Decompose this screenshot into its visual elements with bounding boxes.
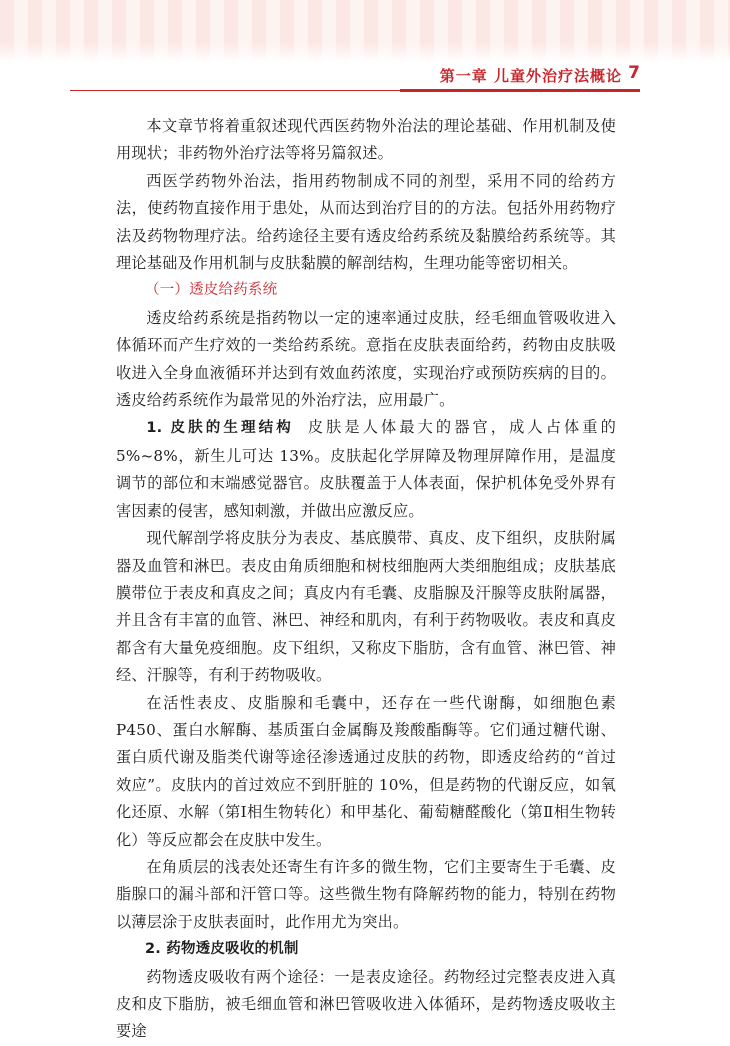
page-number: 7 [628, 63, 640, 83]
intro-paragraph-2: 西医学药物外治法，指用药物制成不同的剂型，采用不同的给药方法，使药物直接作用于患处，从而达到治疗目的的方法。包括外用药物疗法及药物物理疗法。给药途径主要有透皮给药系统及黏膜给药系统等。其理论基础及作用机制与皮肤黏膜的解剖结构，生理功能等密切相关。 [116, 171, 616, 273]
header-rule-accent [400, 89, 640, 92]
section-heading-transdermal: （一）透皮给药系统 [145, 282, 278, 299]
running-header [0, 62, 730, 92]
section-paragraph-1: 透皮给药系统是指药物以一定的速率通过皮肤，经毛细血管吸收进入体循环而产生疗效的一类给药系统。意指在皮肤表面给药，药物由皮肤吸收进入全身血液循环并达到有效血药浓度，实现治疗或预防疾病的目的。透皮给药系统作为最常见的外治疗法，应用最广。 [116, 308, 616, 410]
page-body [116, 113, 616, 1046]
intro-paragraph-1: 本文章节将着重叙述现代西医药物外治法的理论基础、作用机制及使用现状；非药物外治疗法等将另篇叙述。 [116, 117, 616, 163]
subsection-1-paragraph-3: 在活性表皮、皮脂腺和毛囊中，还存在一些代谢酶，如细胞色素 P450、蛋白水解酶、基质蛋白金属酶及羧酸酯酶等。它们通过糖代谢、蛋白质代谢及脂类代谢等途径渗透通过皮肤的药物，即透皮给药的“首过效应”。皮肤内的首过效应不到肝脏的 10%，但是药物的代谢反应，如氧化还原、水解（第Ⅰ相生物转化）和甲基化、葡萄糖醛酸化（第Ⅱ相生物转化）等反应都会在皮肤中发生。 [116, 693, 616, 849]
subsection-1-text: 皮肤是人体最大的器官，成人占体重的 5%~8%，新生儿可达 13%。皮肤起化学屏障及物理屏障作用，是温度调节的部位和末端感觉器官。皮肤覆盖于人体表面，保护机体免受外界有害因素的侵害，感知刺激，并做出应激反应。 [116, 418, 616, 520]
subsection-heading-skin-structure: 1. 皮肤的生理结构 [146, 420, 294, 437]
subsection-2-paragraph-1: 药物透皮吸收有两个途径：一是表皮途径。药物经过完整表皮进入真皮和皮下脂肪，被毛细血管和淋巴管吸收进入体循环，是药物透皮吸收主要途 [116, 967, 616, 1041]
subsection-1-paragraph-2: 现代解剖学将皮肤分为表皮、基底膜带、真皮、皮下组织，皮肤附属器及血管和淋巴。表皮由角质细胞和树枝细胞两大类细胞组成；皮肤基底膜带位于表皮和真皮之间；真皮内有毛囊、皮脂腺及汗腺等皮肤附属器，并且含有丰富的血管、淋巴、神经和肌肉，有利于药物吸收。表皮和真皮都含有大量免疫细胞。皮下组织，又称皮下脂肪，含有血管、淋巴管、神经、汗腺等，有利于药物吸收。 [116, 529, 616, 685]
subsection-1-paragraph-4: 在角质层的浅表处还寄生有许多的微生物，它们主要寄生于毛囊、皮脂腺口的漏斗部和汗管口等。这些微生物有降解药物的能力，特别在药物以薄层涂于皮肤表面时，此作用尤为突出。 [116, 857, 616, 931]
subsection-1-paragraph-1 [116, 414, 616, 525]
subsection-heading-absorption-mechanism: 2. 药物透皮吸收的机制 [145, 941, 299, 958]
top-decorative-band [0, 0, 730, 62]
chapter-title: 第一章 儿童外治疗法概论 [439, 67, 622, 85]
